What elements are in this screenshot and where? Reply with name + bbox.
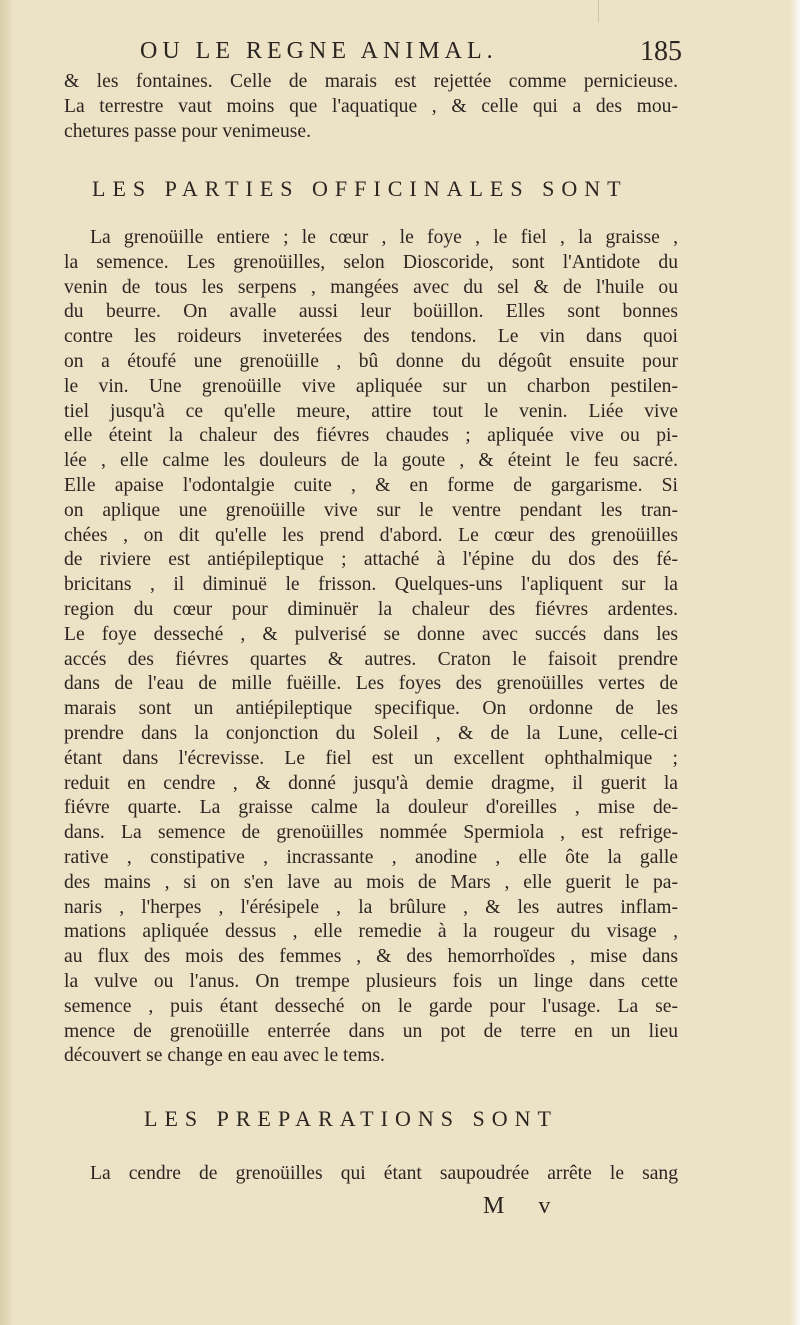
text-line: on a étoufé une grenoüille , bû donne du dégoût ensuite pour xyxy=(64,350,678,372)
text-line: découvert se change en eau avec le tems. xyxy=(64,1045,385,1067)
text-line: venin de tous les serpens , mangées avec du sel & de l'huile ou xyxy=(64,276,678,298)
text-line: des mains , si on s'en lave au mois de Mars , elle guerit le pa- xyxy=(64,871,678,893)
text-line: étant dans l'écrevisse. Le fiel est un excellent ophthalmique ; xyxy=(64,747,678,769)
text-line: contre les roideurs inveterées des tendons. Le vin dans quoi xyxy=(64,326,678,348)
text-line: semence , puis étant desseché on le garde pour l'usage. La se- xyxy=(64,995,678,1017)
text-line: mations apliquée dessus , elle remedie à la rougeur du visage , xyxy=(64,921,678,943)
text-line: la semence. Les grenoüilles, selon Dioscoride, sont l'Antidote du xyxy=(64,251,678,273)
text-line: elle éteint la chaleur des fiévres chaudes ; apliquée vive ou pi- xyxy=(64,425,678,447)
text-line: lée , elle calme les douleurs de la goute , & éteint le feu sacré. xyxy=(64,450,678,472)
text-line: Le foye desseché , & pulverisé se donne avec succés dans les xyxy=(64,623,678,645)
text-line: du beurre. On avalle aussi leur boüillon. Elles sont bonnes xyxy=(64,301,678,323)
running-title: OU LE REGNE ANIMAL. xyxy=(140,38,498,64)
section-heading-preparations: LES PREPARATIONS SONT xyxy=(144,1106,558,1131)
text-line: tiel jusqu'à ce qu'elle meure, attire tout le venin. Liée vive xyxy=(64,400,678,422)
text-line: dans de l'eau de mille fuëille. Les foyes des grenoüilles vertes de xyxy=(64,673,678,695)
paragraph-continuation xyxy=(64,70,678,144)
text-line: mence de grenoüille enterrée dans un pot de terre en un lieu xyxy=(64,1020,678,1042)
text-line: fiévre quarte. La graisse calme la douleur d'oreilles , mise de- xyxy=(64,797,678,819)
paragraph-parties xyxy=(64,226,678,1069)
text-line: marais sont un antiépileptique specifique. On ordonne de les xyxy=(64,698,678,720)
page-fold-mark xyxy=(598,0,599,22)
text-line: dans. La semence de grenoüilles nommée Spermiola , est refrige- xyxy=(64,822,678,844)
text-line: La grenoüille entiere ; le cœur , le foye , le fiel , la graisse , xyxy=(90,227,678,248)
text-line: accés des fiévres quartes & autres. Craton le faisoit prendre xyxy=(64,648,678,670)
text-line: chetures passe pour venimeuse. xyxy=(64,120,312,142)
text-line: Elle apaise l'odontalgie cuite , & en forme de gargarisme. Si xyxy=(64,474,678,496)
text-line: region du cœur pour diminuër la chaleur des fiévres ardentes. xyxy=(64,598,678,620)
text-line: bricitans , il diminuë le frisson. Quelques-uns l'apliquent sur la xyxy=(64,574,678,596)
text-line: rative , constipative , incrassante , anodine , elle ôte la galle xyxy=(64,846,678,868)
text-line: chées , on dit qu'elle les prend d'abord. Le cœur des grenoüilles xyxy=(64,524,678,546)
text-line: on aplique une grenoüille vive sur le ventre pendant les tran- xyxy=(64,499,678,521)
signature-mark: M v xyxy=(483,1193,565,1219)
text-line: la vulve ou l'anus. On trempe plusieurs fois un linge dans cette xyxy=(64,970,678,992)
text-line: au flux des mois des femmes , & des hemorrhoïdes , mise dans xyxy=(64,946,678,968)
text-line: & les fontaines. Celle de marais est rejettée comme pernicieuse. xyxy=(64,71,678,92)
text-line: de riviere est antiépileptique ; attaché à l'épine du dos des fé- xyxy=(64,549,678,571)
text-line: prendre dans la conjonction du Soleil , & de la Lune, celle-ci xyxy=(64,722,678,744)
text-line: reduit en cendre , & donné jusqu'à demie dragme, il guerit la xyxy=(64,772,678,794)
paragraph-preparations xyxy=(64,1162,678,1187)
text-line: le vin. Une grenoüille vive apliquée sur un charbon pestilen- xyxy=(64,375,678,397)
section-heading-parties: LES PARTIES OFFICINALES SONT xyxy=(92,176,628,201)
text-line: La terrestre vaut moins que l'aquatique , & celle qui a des mou- xyxy=(64,95,678,117)
page-number: 185 xyxy=(640,36,682,67)
text-line: La cendre de grenoüilles qui étant saupoudrée arrête le sang xyxy=(90,1163,678,1184)
text-line: naris , l'herpes , l'érésipele , la brûlure , & les autres inflam- xyxy=(64,896,678,918)
